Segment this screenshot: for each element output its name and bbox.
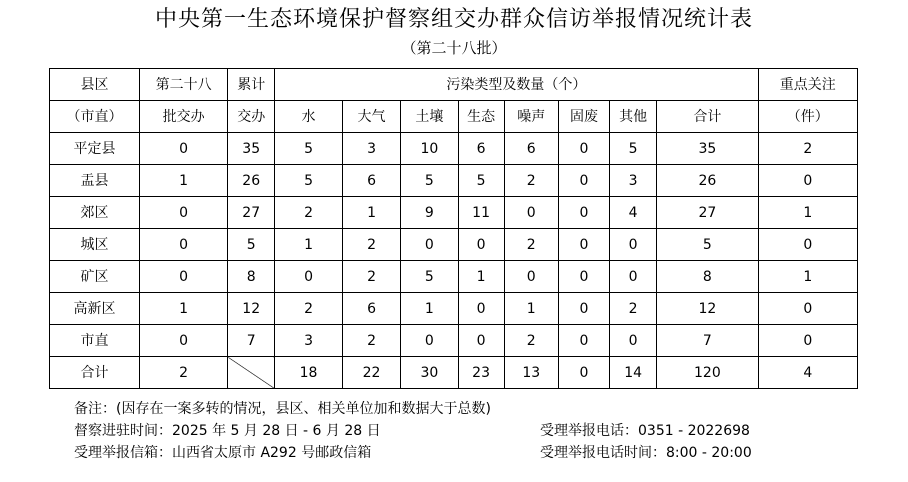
batch-count: 2 [140, 357, 228, 389]
county-name: 城区 [50, 229, 140, 261]
pollution-type-header: 污染类型及数量（个） [275, 69, 758, 101]
water-count: 3 [275, 325, 343, 357]
table-row [50, 133, 858, 165]
report-phone: 受理举报电话：0351 - 2022698 [540, 423, 750, 439]
county-header: 县区 [50, 69, 140, 101]
cumulative-count: 7 [228, 325, 275, 357]
water-count: 1 [275, 229, 343, 261]
noise-count: 6 [504, 133, 558, 165]
noise-count: 1 [504, 293, 558, 325]
soil-count: 1 [401, 293, 458, 325]
type-total-count: 8 [657, 261, 758, 293]
ecology-count: 6 [458, 133, 504, 165]
cumulative-count-blank [228, 357, 275, 389]
cumulative-header-sub: 交办 [228, 101, 275, 133]
key-concern-count: 0 [758, 165, 857, 197]
noise-count: 2 [504, 229, 558, 261]
county-name: 高新区 [50, 293, 140, 325]
remark-note: 备注：(因存在一案多转的情况，县区、相关单位加和数据大于总数) [74, 401, 491, 417]
water-count: 0 [275, 261, 343, 293]
air-count: 6 [342, 165, 400, 197]
air-count: 1 [342, 197, 400, 229]
batch-count: 0 [140, 261, 228, 293]
cumulative-count: 35 [228, 133, 275, 165]
key-concern-count: 4 [758, 357, 857, 389]
noise-count: 2 [504, 325, 558, 357]
water-count: 5 [275, 165, 343, 197]
other-count: 0 [610, 261, 657, 293]
county-name: 矿区 [50, 261, 140, 293]
other-count: 2 [610, 293, 657, 325]
solid-waste-count: 0 [558, 293, 609, 325]
table-row [50, 325, 858, 357]
cumulative-count: 5 [228, 229, 275, 261]
county-header-sub: （市直） [50, 101, 140, 133]
county-name: 郊区 [50, 197, 140, 229]
key-concern-count: 0 [758, 229, 857, 261]
ecology-count: 23 [458, 357, 504, 389]
key-concern-count: 0 [758, 293, 857, 325]
type-header-noise: 噪声 [504, 101, 558, 133]
other-count: 0 [610, 325, 657, 357]
table-row [50, 165, 858, 197]
batch-header-sub: 批交办 [140, 101, 228, 133]
table-row [50, 197, 858, 229]
cumulative-count: 12 [228, 293, 275, 325]
water-count: 2 [275, 293, 343, 325]
inspection-period: 督察进驻时间：2025 年 5 月 28 日 - 6 月 28 日 [74, 423, 381, 439]
type-total-count: 120 [657, 357, 758, 389]
key-concern-count: 1 [758, 261, 857, 293]
key-concern-header-sub: （件） [758, 101, 857, 133]
county-name: 盂县 [50, 165, 140, 197]
noise-count: 13 [504, 357, 558, 389]
cumulative-count: 26 [228, 165, 275, 197]
cumulative-count: 8 [228, 261, 275, 293]
type-header-solid-waste: 固废 [558, 101, 609, 133]
header-row-1 [50, 69, 858, 101]
totals-row [50, 357, 858, 389]
soil-count: 0 [401, 229, 458, 261]
type-total-count: 35 [657, 133, 758, 165]
key-concern-count: 0 [758, 325, 857, 357]
soil-count: 0 [401, 325, 458, 357]
ecology-count: 0 [458, 325, 504, 357]
batch-count: 0 [140, 133, 228, 165]
other-count: 4 [610, 197, 657, 229]
key-concern-header: 重点关注 [758, 69, 857, 101]
batch-header: 第二十八 [140, 69, 228, 101]
type-total-count: 27 [657, 197, 758, 229]
air-count: 2 [342, 325, 400, 357]
noise-count: 0 [504, 261, 558, 293]
type-header-total: 合计 [657, 101, 758, 133]
air-count: 22 [342, 357, 400, 389]
type-header-water: 水 [275, 101, 343, 133]
soil-count: 5 [401, 165, 458, 197]
soil-count: 5 [401, 261, 458, 293]
table-row [50, 261, 858, 293]
type-header-air: 大气 [342, 101, 400, 133]
other-count: 3 [610, 165, 657, 197]
type-total-count: 26 [657, 165, 758, 197]
solid-waste-count: 0 [558, 357, 609, 389]
page-title: 中央第一生态环境保护督察组交办群众信访举报情况统计表 [154, 7, 753, 32]
table-row [50, 229, 858, 261]
solid-waste-count: 0 [558, 229, 609, 261]
type-total-count: 12 [657, 293, 758, 325]
report-mailbox: 受理举报信箱：山西省太原市 A292 号邮政信箱 [74, 445, 372, 461]
other-count: 14 [610, 357, 657, 389]
county-name: 市直 [50, 325, 140, 357]
key-concern-count: 1 [758, 197, 857, 229]
soil-count: 9 [401, 197, 458, 229]
type-total-count: 5 [657, 229, 758, 261]
type-header-other: 其他 [610, 101, 657, 133]
other-count: 0 [610, 229, 657, 261]
report-phone-hours: 受理举报电话时间：8:00 - 20:00 [540, 445, 752, 461]
ecology-count: 11 [458, 197, 504, 229]
ecology-count: 0 [458, 293, 504, 325]
totals-label: 合计 [50, 357, 140, 389]
ecology-count: 0 [458, 229, 504, 261]
table-row [50, 293, 858, 325]
solid-waste-count: 0 [558, 325, 609, 357]
water-count: 18 [275, 357, 343, 389]
noise-count: 2 [504, 165, 558, 197]
header-row-2 [50, 101, 858, 133]
other-count: 5 [610, 133, 657, 165]
page-subtitle: （第二十八批） [401, 39, 507, 57]
noise-count: 0 [504, 197, 558, 229]
soil-count: 30 [401, 357, 458, 389]
ecology-count: 5 [458, 165, 504, 197]
water-count: 5 [275, 133, 343, 165]
type-header-soil: 土壤 [401, 101, 458, 133]
batch-count: 0 [140, 325, 228, 357]
air-count: 2 [342, 261, 400, 293]
notes-section [74, 398, 874, 464]
batch-count: 0 [140, 229, 228, 261]
statistics-table [49, 68, 858, 389]
type-total-count: 7 [657, 325, 758, 357]
county-name: 平定县 [50, 133, 140, 165]
batch-count: 1 [140, 165, 228, 197]
cumulative-count: 27 [228, 197, 275, 229]
solid-waste-count: 0 [558, 165, 609, 197]
air-count: 6 [342, 293, 400, 325]
solid-waste-count: 0 [558, 261, 609, 293]
type-header-ecology: 生态 [458, 101, 504, 133]
batch-count: 1 [140, 293, 228, 325]
solid-waste-count: 0 [558, 133, 609, 165]
air-count: 3 [342, 133, 400, 165]
water-count: 2 [275, 197, 343, 229]
air-count: 2 [342, 229, 400, 261]
key-concern-count: 2 [758, 133, 857, 165]
solid-waste-count: 0 [558, 197, 609, 229]
soil-count: 10 [401, 133, 458, 165]
ecology-count: 1 [458, 261, 504, 293]
batch-count: 0 [140, 197, 228, 229]
cumulative-header: 累计 [228, 69, 275, 101]
